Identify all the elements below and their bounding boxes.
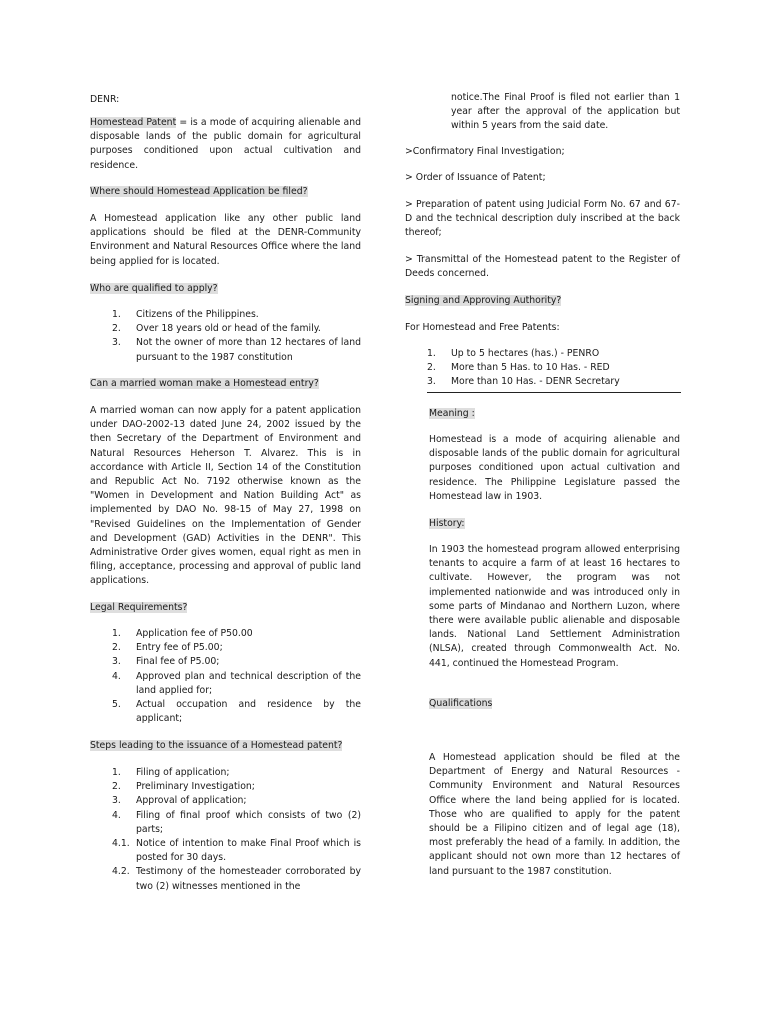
homestead-patent-def-text: = is a mode of acquiring alienable and disposable lands of the public domain for agricultural purposes conditioned upon actual cultivation and residence. (90, 117, 361, 171)
homestead-patent-term: Homestead Patent (90, 117, 177, 128)
list-item: 1. Application fee of P50.00 (112, 628, 253, 639)
heading-history: History: (429, 518, 465, 529)
question-who-qualified: Who are qualified to apply? (90, 283, 218, 294)
confirmatory-investigation: >Confirmatory Final Investigation; (405, 146, 565, 157)
history-text: In 1903 the homestead program allowed enterprising tenants to acquire a farm of at least 16 hectares to cultivate. However, the program was not implemented nationwide and was introduced only in some parts of Mindanao and Northern Luzon, where there were available public alienable and disposable lands. National Land Settlement Administration (NLSA), created through Commonwealth Act. No. 441, continued the Homestead Program. (429, 544, 680, 669)
denr-label: DENR: (90, 94, 120, 105)
question-married-woman: Can a married woman make a Homestead entry? (90, 378, 319, 389)
steps-list (90, 766, 361, 894)
list-item: 4. Filing of final proof which consists of two (2) parts; (112, 809, 361, 835)
question-legal-requirements: Legal Requirements? (90, 602, 188, 613)
list-item: 4.2. Testimony of the homesteader corroborated by two (2) witnesses mentioned in the (112, 866, 361, 892)
heading-meaning: Meaning : (429, 408, 475, 419)
list-item: 4.1. Notice of intention to make Final Proof which is posted for 30 days. (112, 838, 361, 864)
legal-requirements-list (90, 627, 361, 726)
transmittal-of-patent: > Transmittal of the Homestead patent to the Register of Deeds concerned. (405, 254, 680, 280)
meaning-text: Homestead is a mode of acquiring alienable and disposable lands of the public domain for agricultural purposes conditioned upon actual cultivation and residence. The Philippine Legislature passed the Homestead law in 1903. (429, 434, 680, 502)
question-steps: Steps leading to the issuance of a Homestead patent? (90, 740, 343, 751)
list-item: 3. Final fee of P5.00; (112, 656, 220, 668)
who-qualified-list (90, 308, 361, 365)
list-item: 1. Up to 5 hectares (has.) - PENRO (427, 348, 600, 359)
final-proof-continuation: notice.The Final Proof is filed not earlier than 1 year after the approval of the application but within 5 years from the said date. (451, 92, 680, 132)
list-item: 4. Approved plan and technical description of the land applied for; (112, 670, 361, 696)
list-item: 2. More than 5 Has. to 10 Has. - RED (427, 362, 610, 374)
list-item: 3. Approval of application; (112, 795, 247, 807)
question-where-filed: Where should Homestead Application be filed? (90, 186, 308, 197)
list-item: 2. Preliminary Investigation; (112, 781, 255, 793)
list-item: 2. Entry fee of P5.00; (112, 642, 223, 654)
list-item: 3. Not the owner of more than 12 hectares of land pursuant to the 1987 constitution (112, 337, 361, 363)
list-item: 1. Filing of application; (112, 767, 230, 778)
preparation-of-patent: > Preparation of patent using Judicial Form No. 67 and 67-D and the technical description duly inscribed at the back thereof; (405, 199, 680, 239)
answer-married-woman: A married woman can now apply for a patent application under DAO-2002-13 dated June 24, 2002 issued by the then Secretary of the Department of Environment and Natural Resources Heherson T. Alvarez. This is in accordance with Article II, Section 14 of the Constitution and Republic Act No. 7192 otherwise known as the "Women in Development and Nation Building Act" as implemented by DAO No. 98-15 of May 27, 1998 on "Revised Guidelines on the Implementation of Gender and Development (GAD) Activities in the DENR". This Administrative Order gives women, equal right as men in filing, acceptance, processing and approval of public land applications. (90, 405, 361, 587)
heading-qualifications: Qualifications (429, 698, 493, 709)
homestead-patent-definition (90, 116, 361, 173)
signing-authority-list (405, 347, 680, 390)
question-signing-authority: Signing and Approving Authority? (405, 295, 562, 306)
list-item: 2. Over 18 years old or head of the family. (112, 323, 321, 335)
for-homestead-label: For Homestead and Free Patents: (405, 322, 560, 333)
qualifications-text: A Homestead application should be filed at the Department of Energy and Natural Resources - Community Environment and Natural Resources Office where the land being applied for is located. Those who are qualified to apply for the patent should be a Filipino citizen and of legal age (18), most preferably the head of a family. In addition, the applicant should not own more than 12 hectares of land pursuant to the 1987 constitution. (429, 752, 680, 877)
order-of-issuance: > Order of Issuance of Patent; (405, 172, 546, 183)
list-item: 3. More than 10 Has. - DENR Secretary (427, 376, 620, 388)
divider-line (427, 392, 681, 393)
list-item: 5. Actual occupation and residence by the applicant; (112, 699, 361, 725)
list-item: 1. Citizens of the Philippines. (112, 309, 259, 320)
answer-where-filed: A Homestead application like any other public land applications should be filed at the DENR-Community Environment and Natural Resources Office where the land being applied for is located. (90, 213, 361, 267)
